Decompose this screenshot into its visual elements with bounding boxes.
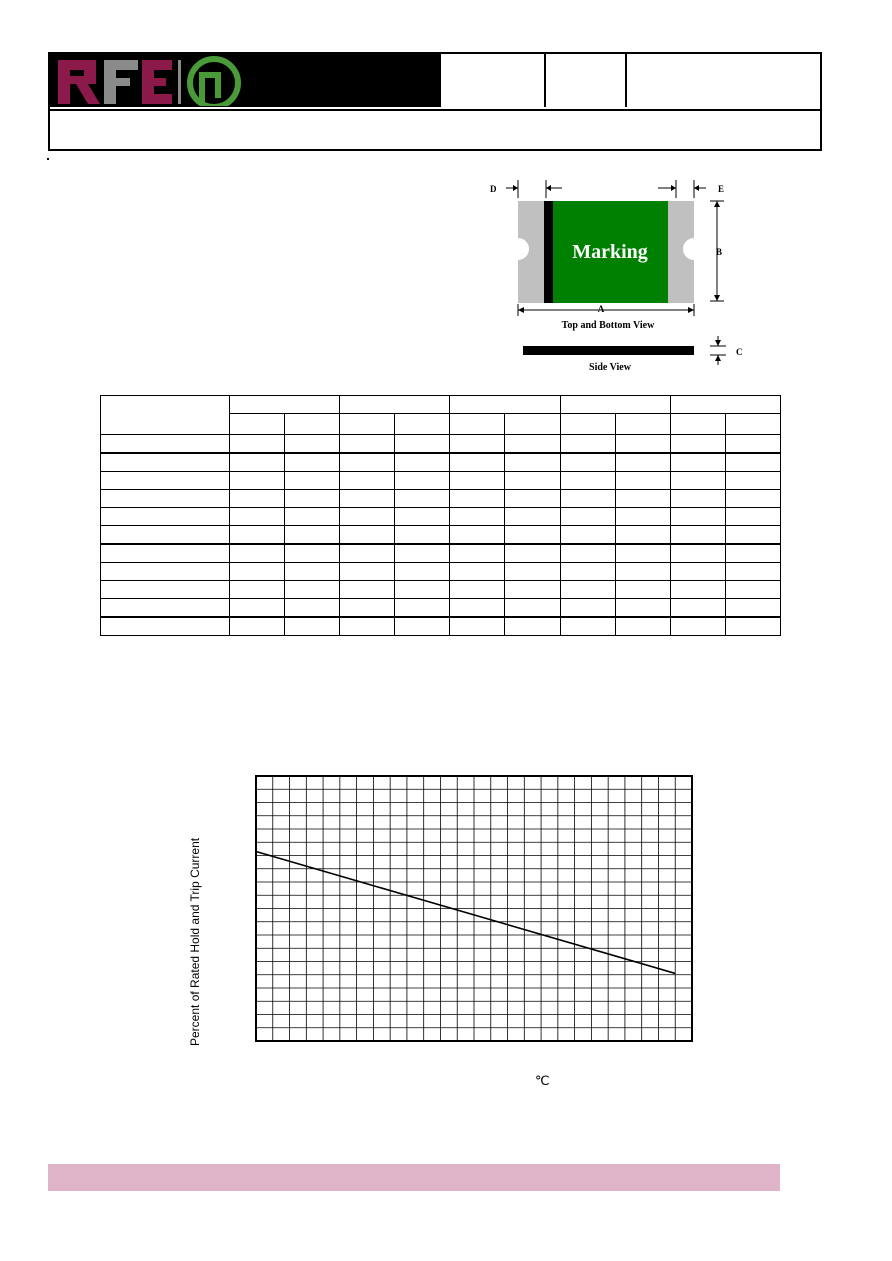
table-cell — [505, 526, 560, 545]
table-cell — [285, 544, 340, 563]
table-cell — [101, 453, 230, 472]
header-cell-divider — [544, 54, 546, 107]
top-view-caption: Top and Bottom View — [561, 320, 655, 331]
table-cell — [450, 563, 505, 581]
table-cell — [101, 599, 230, 618]
table-cell — [505, 563, 560, 581]
dimension-table — [100, 395, 781, 636]
table-subheader — [615, 414, 670, 435]
table-cell — [285, 490, 340, 508]
table-row — [101, 490, 781, 508]
table-cell — [450, 453, 505, 472]
table-cell — [670, 617, 725, 636]
table-cell — [560, 508, 615, 526]
table-cell — [450, 526, 505, 545]
table-cell — [560, 453, 615, 472]
table-cell — [340, 581, 395, 599]
table-cell — [101, 526, 230, 545]
table-subheader — [340, 414, 395, 435]
dim-label-e: E — [718, 184, 725, 194]
table-cell — [560, 472, 615, 490]
table-cell — [230, 526, 285, 545]
table-body — [101, 435, 781, 636]
table-cell — [285, 508, 340, 526]
table-cell — [505, 453, 560, 472]
derating-series-line — [256, 852, 675, 974]
table-cell — [395, 617, 450, 636]
table-cell — [101, 508, 230, 526]
table-cell — [670, 599, 725, 618]
table-cell — [615, 581, 670, 599]
table-cell — [615, 563, 670, 581]
table-cell — [395, 526, 450, 545]
table-row — [101, 599, 781, 618]
table-cell — [340, 544, 395, 563]
table-cell — [340, 617, 395, 636]
table-row — [101, 453, 781, 472]
table-cell — [560, 599, 615, 618]
table-cell — [670, 490, 725, 508]
table-cell — [725, 453, 780, 472]
table-cell — [101, 544, 230, 563]
table-group-header — [340, 396, 450, 414]
table-cell — [615, 508, 670, 526]
table-cell — [395, 508, 450, 526]
document-header — [48, 52, 822, 151]
table-cell — [615, 526, 670, 545]
footer-band — [48, 1164, 780, 1191]
table-cell — [285, 599, 340, 618]
table-cell — [340, 508, 395, 526]
table-cell — [725, 599, 780, 618]
dim-label-b: B — [716, 247, 723, 257]
package-outline-drawing — [480, 176, 770, 376]
side-view-body — [523, 346, 694, 355]
table-group-header — [560, 396, 670, 414]
dim-label-d: D — [490, 184, 497, 194]
table-subheader — [725, 414, 780, 435]
table-cell — [340, 453, 395, 472]
table-cell — [101, 490, 230, 508]
table-cell — [725, 544, 780, 563]
table-cell — [670, 435, 725, 454]
table-cell — [450, 544, 505, 563]
table-cell — [670, 526, 725, 545]
table-row — [101, 526, 781, 545]
table-cell — [230, 453, 285, 472]
polarity-stripe — [544, 201, 553, 303]
table-cell — [230, 599, 285, 618]
table-cell — [560, 581, 615, 599]
table-cell — [285, 526, 340, 545]
table-cell — [725, 563, 780, 581]
table-cell — [230, 544, 285, 563]
table-group-header — [670, 396, 780, 414]
dim-label-c: C — [736, 347, 743, 357]
derating-chart — [180, 770, 700, 1050]
table-cell — [505, 472, 560, 490]
dim-label-a: A — [597, 304, 605, 314]
table-cell — [560, 435, 615, 454]
table-cell — [230, 490, 285, 508]
table-cell — [560, 490, 615, 508]
table-cell — [560, 544, 615, 563]
table-cell — [450, 617, 505, 636]
table-subheader — [670, 414, 725, 435]
table-subheader — [505, 414, 560, 435]
table-cell — [395, 453, 450, 472]
table-cell — [395, 490, 450, 508]
table-cell — [340, 599, 395, 618]
table-cell — [615, 544, 670, 563]
table-cell — [450, 435, 505, 454]
table-subheader — [285, 414, 340, 435]
table-cell — [450, 472, 505, 490]
table-cell — [670, 544, 725, 563]
table-cell — [725, 490, 780, 508]
stray-mark — [47, 158, 49, 160]
table-cell — [725, 435, 780, 454]
table-cell — [505, 490, 560, 508]
table-cell — [101, 617, 230, 636]
table-cell — [101, 472, 230, 490]
table-cell — [725, 581, 780, 599]
table-subheader — [230, 414, 285, 435]
table-row — [101, 472, 781, 490]
table-cell — [340, 472, 395, 490]
table-group-header — [230, 396, 340, 414]
chart-y-axis-label: Percent of Rated Hold and Trip Current — [188, 837, 202, 1046]
table-cell — [505, 435, 560, 454]
table-row — [101, 544, 781, 563]
table-cell — [450, 490, 505, 508]
rfe-logo-icon — [56, 56, 436, 106]
table-cell — [560, 617, 615, 636]
table-cell — [615, 490, 670, 508]
table-cell — [230, 508, 285, 526]
table-cell — [615, 617, 670, 636]
table-cell — [560, 526, 615, 545]
table-cell — [230, 563, 285, 581]
table-cell — [395, 581, 450, 599]
table-cell — [725, 617, 780, 636]
table-cell — [285, 435, 340, 454]
table-cell — [505, 617, 560, 636]
table-subheader — [395, 414, 450, 435]
table-cell — [615, 472, 670, 490]
table-cell — [285, 563, 340, 581]
table-row — [101, 508, 781, 526]
table-cell — [450, 508, 505, 526]
table-cell — [395, 563, 450, 581]
table-cell — [340, 490, 395, 508]
table-cell — [230, 435, 285, 454]
table-cell — [285, 581, 340, 599]
header-top-row — [50, 54, 820, 111]
table-cell — [395, 435, 450, 454]
table-cell — [725, 526, 780, 545]
table-cell — [505, 581, 560, 599]
table-cell — [395, 472, 450, 490]
header-cell-divider — [625, 54, 627, 107]
table-cell — [340, 435, 395, 454]
table-cell — [395, 599, 450, 618]
table-group-header — [450, 396, 560, 414]
table-cell — [395, 544, 450, 563]
table-subheader — [560, 414, 615, 435]
table-cell — [340, 526, 395, 545]
table-cell — [670, 472, 725, 490]
company-logo — [50, 54, 441, 107]
table-cell — [725, 508, 780, 526]
table-cell — [450, 581, 505, 599]
table-row — [101, 581, 781, 599]
table-subheader — [450, 414, 505, 435]
table-cell — [230, 581, 285, 599]
table-cell — [285, 472, 340, 490]
table-cell — [285, 617, 340, 636]
table-row — [101, 563, 781, 581]
table-cell — [230, 617, 285, 636]
table-row — [101, 617, 781, 636]
table-cell — [670, 508, 725, 526]
table-cell — [670, 581, 725, 599]
table-cell — [505, 508, 560, 526]
table-cell — [285, 453, 340, 472]
table-cell — [101, 581, 230, 599]
table-cell — [505, 544, 560, 563]
table-cell — [615, 599, 670, 618]
table-cell — [505, 599, 560, 618]
table-cell — [340, 563, 395, 581]
side-view-caption: Side View — [589, 362, 631, 373]
table-cell — [670, 453, 725, 472]
table-cell — [725, 472, 780, 490]
table-cell — [230, 472, 285, 490]
table-cell — [670, 563, 725, 581]
table-cell — [615, 453, 670, 472]
marking-label: Marking — [572, 241, 648, 263]
table-cell — [101, 563, 230, 581]
table-header-cell — [101, 396, 230, 435]
chart-x-unit-label: ℃ — [535, 1073, 550, 1088]
table-cell — [615, 435, 670, 454]
table-row — [101, 435, 781, 454]
table-cell — [560, 563, 615, 581]
table-cell — [450, 599, 505, 618]
table-cell — [101, 435, 230, 454]
